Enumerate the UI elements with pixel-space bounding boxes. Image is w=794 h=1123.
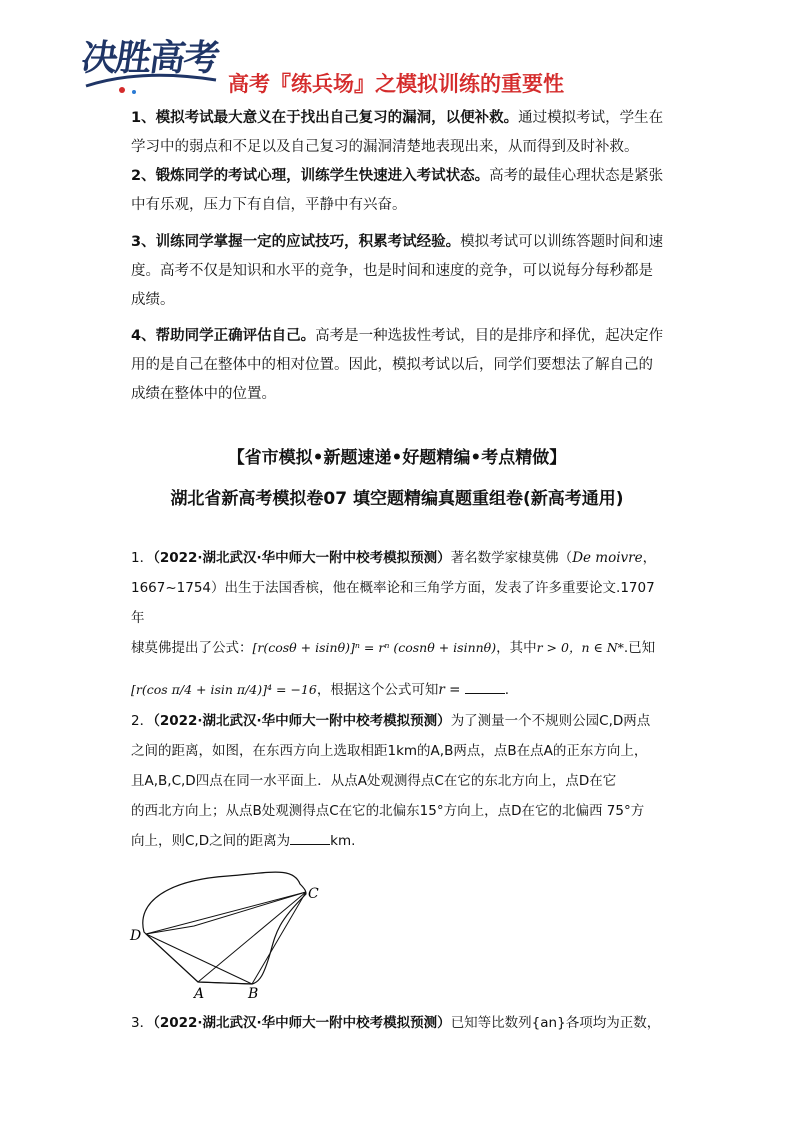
intro-item-3 bbox=[131, 228, 667, 315]
q2-number: 2． bbox=[131, 713, 154, 729]
q1-number: 1． bbox=[131, 550, 154, 566]
label-b: B bbox=[248, 986, 259, 1000]
q2-line5a: 向上，则C,D之间的距离为 bbox=[131, 833, 291, 849]
intro-item-2-bold: 2、锻炼同学的考试心理，训练学生快速进入考试状态。 bbox=[131, 168, 490, 184]
q3-number: 3． bbox=[131, 1015, 154, 1031]
intro-item-2 bbox=[131, 162, 667, 220]
intro-item-1-bold: 1、模拟考试最大意义在于找出自己复习的漏洞，以便补救。 bbox=[131, 110, 519, 126]
intro-item-4-text: 高考是一种选拔性考试，目的是排序和择优，起决定作用的是自己在整体中的相对位置。因此，模拟考试以后，同学们要想法了解自己的成绩在整体中的位置。 bbox=[131, 328, 664, 402]
q1-source: （2022·湖北武汉·华中师大一附中校考模拟预测） bbox=[153, 550, 451, 566]
page-header-title: 高考『练兵场』之模拟训练的重要性 bbox=[228, 72, 564, 96]
q1-line1b: ， bbox=[642, 550, 657, 566]
label-c: C bbox=[308, 886, 319, 902]
intro-item-4 bbox=[131, 322, 667, 409]
q2-line4: 的西北方向上；从点B处观测得点C在它的北偏东15°方向上，点D在它的北偏西 75°方 bbox=[131, 803, 645, 819]
q2-line1: 为了测量一个不规则公园C,D两点 bbox=[450, 713, 651, 729]
intro-item-1-text: 通过模拟考试，学生在学习中的弱点和不足以及自己复习的漏洞清楚地表现出来，从而得到及时补救。 bbox=[131, 110, 664, 155]
intro-item-1 bbox=[131, 104, 667, 162]
document-title: 湖北省新高考模拟卷07 填空题精编真题重组卷(新高考通用) bbox=[170, 489, 624, 509]
q2-line2: 之间的距离，如图，在东西方向上选取相距1km的A,B两点，点B在点A的正东方向上， bbox=[131, 743, 648, 759]
label-d: D bbox=[130, 928, 142, 944]
q3-text: 已知等比数列{an}各项均为正数， bbox=[450, 1015, 661, 1031]
question-2 bbox=[131, 706, 671, 856]
logo-swoosh bbox=[82, 66, 220, 96]
line-dc bbox=[146, 892, 306, 934]
section-banner: 【省市模拟•新题速递•好题精编•考点精做】 bbox=[227, 448, 567, 468]
line-db bbox=[146, 934, 252, 984]
q3-source: （2022·湖北武汉·华中师大一附中校考模拟预测） bbox=[153, 1015, 451, 1031]
q2-line3: 且A,B,C,D四点在同一水平面上．从点A处观测得点C在它的东北方向上，点D在它 bbox=[131, 773, 617, 789]
intro-item-4-bold: 4、帮助同学正确评估自己。 bbox=[131, 328, 316, 344]
q1-end: . bbox=[504, 682, 509, 698]
intro-item-2-text: 高考的最佳心理状态是紧张中有乐观，压力下有自信，平静中有兴奋。 bbox=[131, 168, 664, 213]
q1-line4: ，根据这个公式可知 bbox=[316, 682, 439, 698]
q1-answer-blank[interactable] bbox=[465, 679, 505, 694]
q1-line3c: .已知 bbox=[623, 640, 656, 656]
q2-figure bbox=[128, 862, 328, 1000]
question-1 bbox=[131, 543, 671, 705]
q1-formula-given: [r(cos π/4 + isin π/4)]⁴ = −16 bbox=[131, 682, 317, 697]
q1-line3b: ，其中 bbox=[496, 640, 537, 656]
logo bbox=[78, 30, 221, 100]
q1-formula-de-moivre: [r(cosθ + isinθ)]ⁿ = rⁿ (cosnθ + isinnθ) bbox=[252, 640, 497, 655]
logo-text: 决胜高考 bbox=[78, 37, 221, 79]
q1-line1a: 著名数学家棣莫佛（ bbox=[450, 550, 573, 566]
q2-answer-blank[interactable] bbox=[290, 830, 330, 845]
line-ab bbox=[198, 982, 252, 984]
line-ac bbox=[198, 892, 306, 982]
q1-line3a: 棣莫佛提出了公式： bbox=[131, 640, 253, 656]
q1-answer-variable: r = bbox=[438, 682, 461, 698]
q1-line2: 1667~1754）出生于法国香槟，他在概率论和三角学方面，发表了许多重要论文.1707 年 bbox=[131, 580, 655, 626]
q2-source: （2022·湖北武汉·华中师大一附中校考模拟预测） bbox=[153, 713, 451, 729]
q2-line5b: km. bbox=[330, 833, 356, 849]
q1-name: De moivre bbox=[572, 550, 643, 566]
intro-item-3-bold: 3、训练同学掌握一定的应试技巧，积累考试经验。 bbox=[131, 234, 461, 250]
q1-condition: r > 0，n ∈ N* bbox=[536, 640, 624, 655]
intro-item-3-text: 模拟考试可以训练答题时间和速度。高考不仅是知识和水平的竞争，也是时间和速度的竞争，可以说每分每秒都是成绩。 bbox=[131, 234, 664, 308]
question-3 bbox=[131, 1008, 671, 1038]
line-da bbox=[146, 934, 198, 982]
label-a: A bbox=[194, 986, 205, 1000]
